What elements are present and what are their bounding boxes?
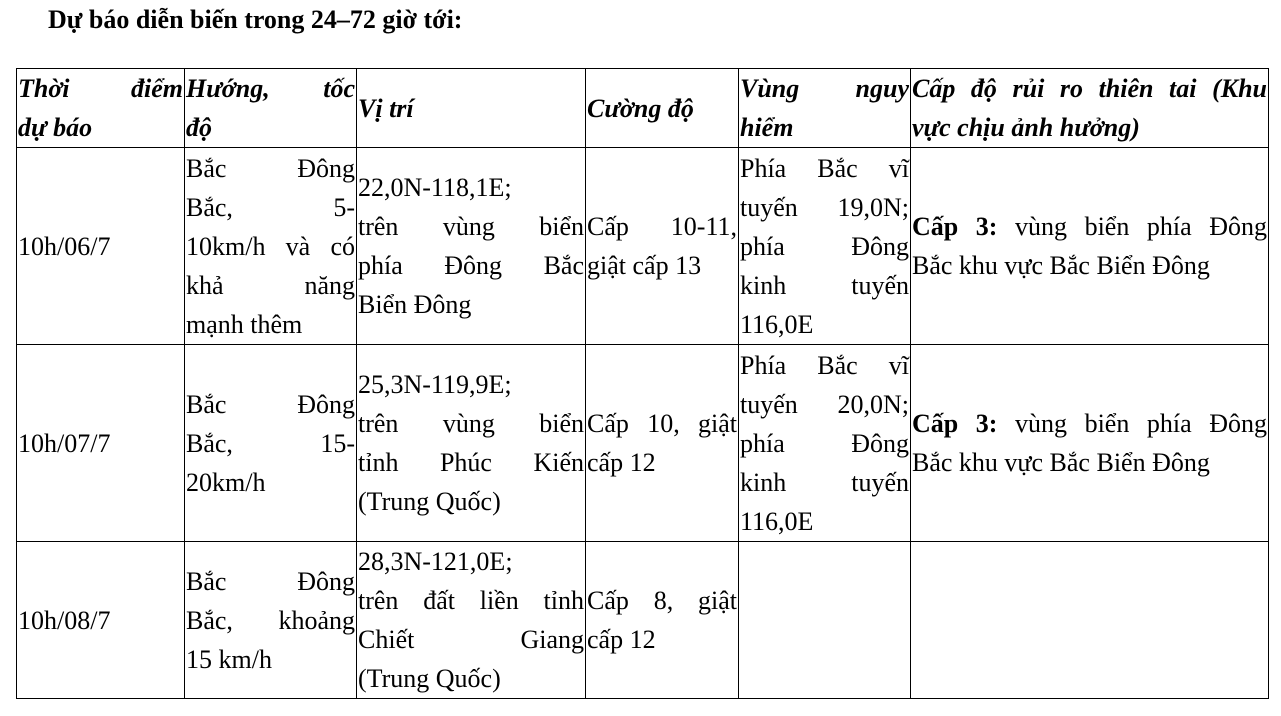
cell-risk-level: Cấp 3: vùng biển phía Đông Bắc khu vực Bắc Biển Đông bbox=[911, 345, 1269, 542]
risk-level-label: Cấp 3: bbox=[912, 212, 998, 241]
cell-risk-level bbox=[911, 542, 1269, 699]
cell-direction: Bắc Đông Bắc, 15- 20km/h bbox=[185, 345, 357, 542]
cell-direction: Bắc Đông Bắc, khoảng 15 km/h bbox=[185, 542, 357, 699]
cell-position: 25,3N-119,9E; trên vùng biển tỉnh Phúc Kiến (Trung Quốc) bbox=[357, 345, 586, 542]
header-time: Thời điểm dự báo bbox=[17, 69, 185, 148]
table-row bbox=[17, 148, 1269, 345]
cell-danger-zone: Phía Bắc vĩ tuyến 19,0N; phía Đông kinh tuyến 116,0E bbox=[739, 148, 911, 345]
cell-intensity: Cấp 10-11, giật cấp 13 bbox=[586, 148, 739, 345]
risk-level-label: Cấp 3: bbox=[912, 409, 998, 438]
header-intensity: Cường độ bbox=[586, 69, 739, 148]
cell-time: 10h/07/7 bbox=[17, 345, 185, 542]
table-row bbox=[17, 542, 1269, 699]
header-danger-zone: Vùng nguy hiểm bbox=[739, 69, 911, 148]
table-row bbox=[17, 345, 1269, 542]
cell-time: 10h/08/7 bbox=[17, 542, 185, 699]
cell-intensity: Cấp 8, giật cấp 12 bbox=[586, 542, 739, 699]
cell-direction: Bắc Đông Bắc, 5- 10km/h và có khả năng mạnh thêm bbox=[185, 148, 357, 345]
cell-danger-zone: Phía Bắc vĩ tuyến 20,0N; phía Đông kinh tuyến 116,0E bbox=[739, 345, 911, 542]
forecast-table bbox=[16, 68, 1269, 699]
cell-danger-zone bbox=[739, 542, 911, 699]
cell-position: 22,0N-118,1E; trên vùng biển phía Đông Bắc Biển Đông bbox=[357, 148, 586, 345]
cell-position: 28,3N-121,0E; trên đất liền tỉnh Chiết Giang (Trung Quốc) bbox=[357, 542, 586, 699]
cell-intensity: Cấp 10, giật cấp 12 bbox=[586, 345, 739, 542]
header-risk-level: Cấp độ rủi ro thiên tai (Khu vực chịu ảnh hưởng) bbox=[911, 69, 1269, 148]
table-header-row bbox=[17, 69, 1269, 148]
cell-time: 10h/06/7 bbox=[17, 148, 185, 345]
header-position: Vị trí bbox=[357, 69, 586, 148]
header-direction: Hướng, tốc độ bbox=[185, 69, 357, 148]
section-heading: Dự báo diễn biến trong 24–72 giờ tới: bbox=[48, 5, 463, 34]
cell-risk-level: Cấp 3: vùng biển phía Đông Bắc khu vực Bắc Biển Đông bbox=[911, 148, 1269, 345]
